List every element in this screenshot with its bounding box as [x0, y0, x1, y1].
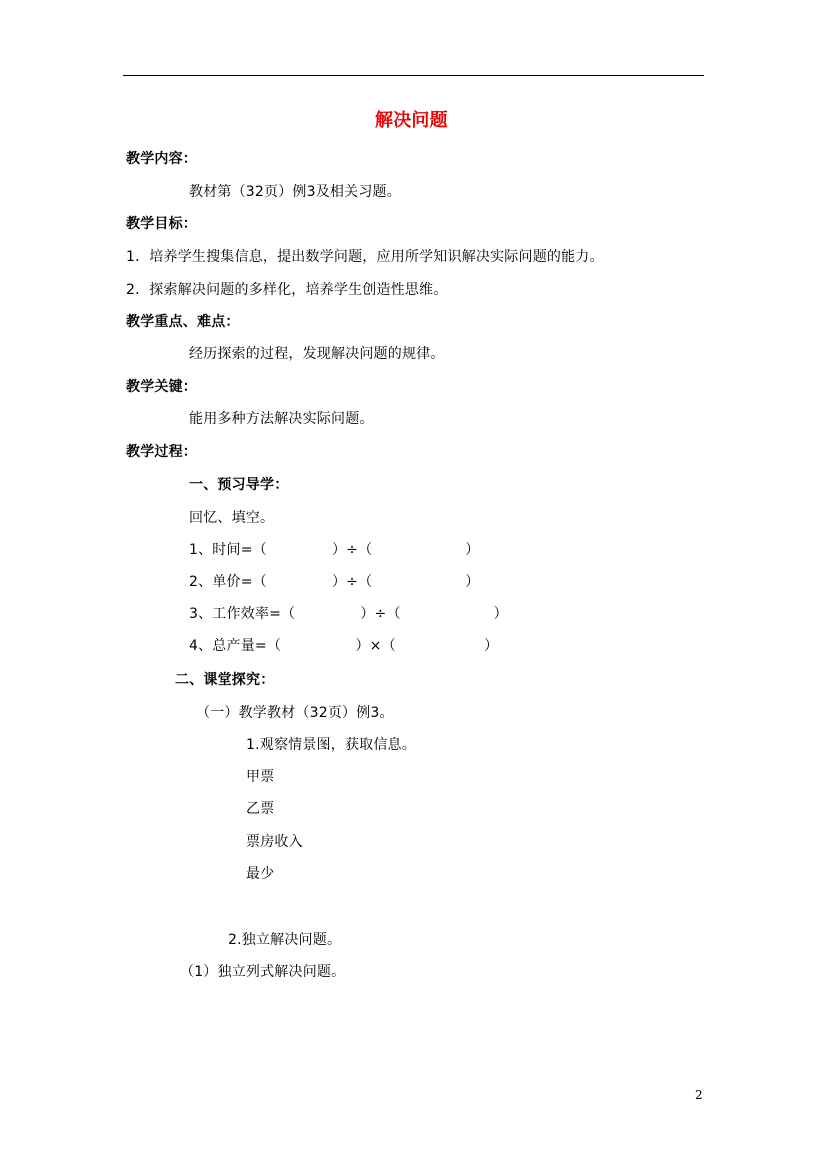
- page-number: 2: [695, 1088, 703, 1102]
- list-item: 最少: [246, 866, 275, 882]
- page-title: 解决问题: [375, 110, 448, 131]
- key-points-text: 经历探索的过程，发现解决问题的规律。: [189, 346, 445, 362]
- header-rule: [123, 75, 704, 76]
- goals-heading: 教学目标：: [126, 216, 197, 232]
- formula-line: 4、总产量=（ ）×（ ）: [189, 638, 499, 654]
- key-text: 能用多种方法解决实际问题。: [189, 411, 374, 427]
- list-item: 票房收入: [246, 834, 303, 850]
- formula-line: 1、时间=（ ）÷（ ）: [189, 542, 480, 558]
- content-heading: 教学内容：: [126, 151, 197, 167]
- part-1-intro: 回忆、填空。: [189, 510, 275, 526]
- part-1-heading: 一、预习导学：: [189, 477, 289, 493]
- process-heading: 教学过程：: [126, 444, 197, 460]
- key-points-heading: 教学重点、难点：: [126, 314, 240, 330]
- list-item: 甲票: [246, 769, 275, 785]
- step-1: 1.观察情景图，获取信息。: [246, 737, 416, 753]
- sub-section-1: （一）教学教材（32页）例3。: [196, 705, 394, 721]
- content-text: 教材第（32页）例3及相关习题。: [189, 184, 401, 200]
- formula-line: 3、工作效率=（ ）÷（ ）: [189, 606, 508, 622]
- step-2-1: （1）独立列式解决问题。: [180, 964, 346, 980]
- goal-2: 2．探索解决问题的多样化，培养学生创造性思维。: [126, 282, 448, 298]
- formula-line: 2、单价=（ ）÷（ ）: [189, 574, 480, 590]
- list-item: 乙票: [246, 801, 275, 817]
- goal-1: 1．培养学生搜集信息，提出数学问题，应用所学知识解决实际问题的能力。: [126, 249, 604, 265]
- part-2-heading: 二、课堂探究：: [175, 672, 275, 688]
- step-2: 2.独立解决问题。: [228, 932, 342, 948]
- key-heading: 教学关键：: [126, 379, 197, 395]
